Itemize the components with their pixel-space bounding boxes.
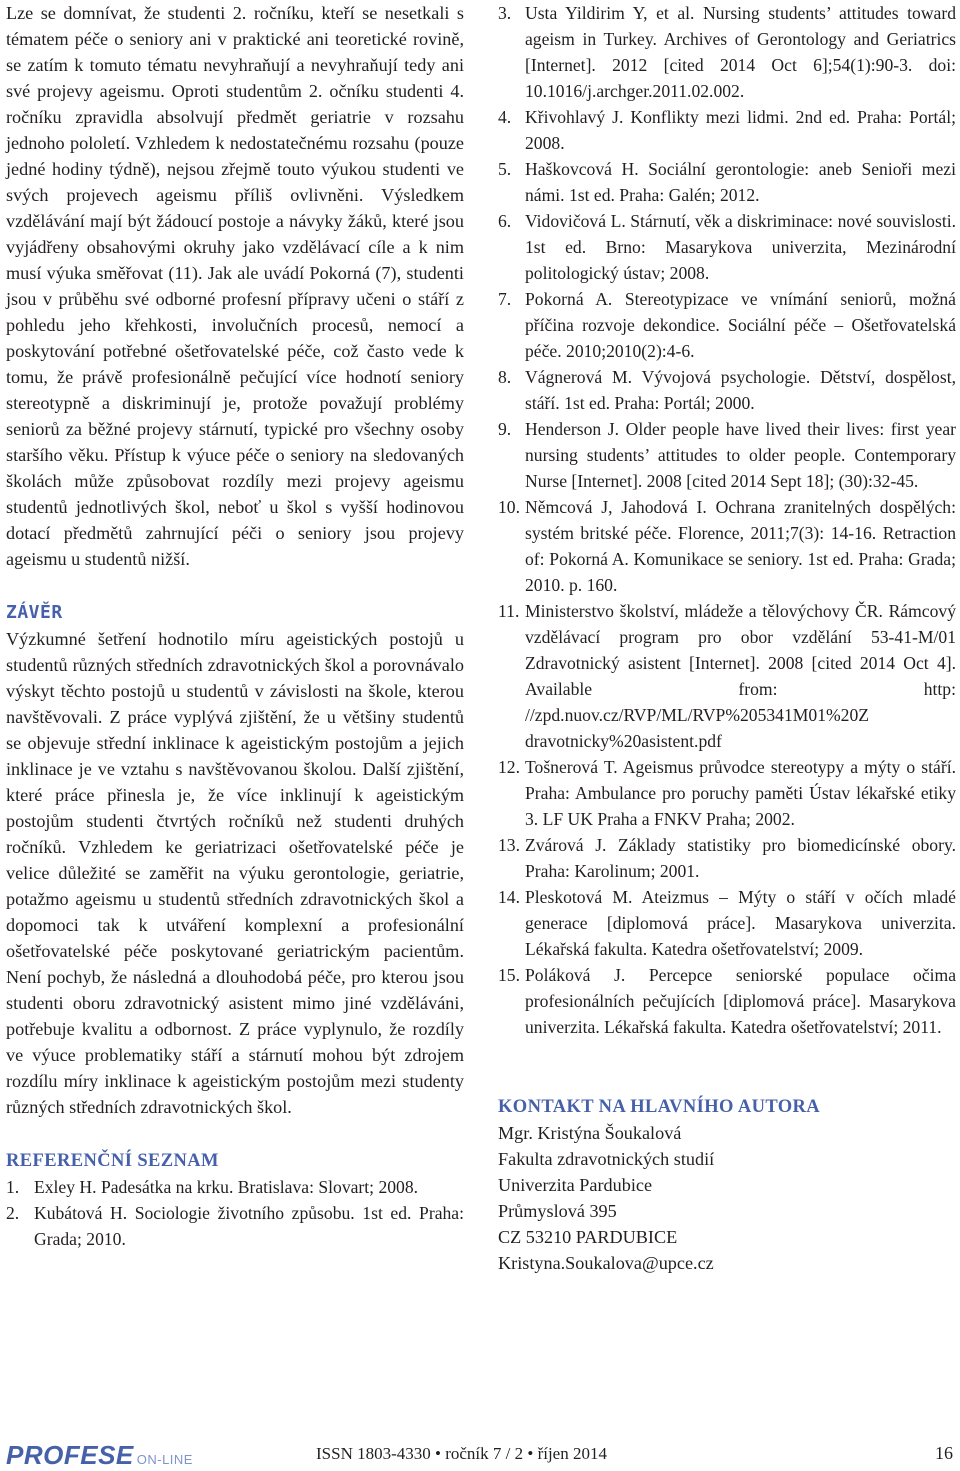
reference-text: Vágnerová M. Vývojová psychologie. Dětství, dospělost, stáří. 1st ed. Praha: Portál; 2000.: [525, 367, 956, 413]
conclusion-heading: ZÁVĚR: [6, 602, 63, 623]
left-column: [6, 0, 464, 1252]
reference-text: Zvárová J. Základy statistiky pro biomedicínské obory. Praha: Karolinum; 2001.: [525, 835, 956, 881]
contact-email: Kristyna.Soukalova@upce.cz: [498, 1253, 714, 1273]
page-footer: [0, 1430, 960, 1470]
reference-item: [498, 208, 956, 286]
reference-item: [498, 754, 956, 832]
references-heading: REFERENČNÍ SEZNAM: [6, 1151, 219, 1171]
reference-item: [6, 1200, 464, 1252]
reference-number: 10.: [498, 497, 520, 517]
reference-item: [498, 104, 956, 156]
right-column: [498, 0, 956, 1276]
reference-text: Haškovcová H. Sociální gerontologie: aneb Senioři mezi námi. 1st ed. Praha: Galén; 2012.: [525, 159, 956, 205]
reference-text: Křivohlavý J. Konflikty mezi lidmi. 2nd ed. Praha: Portál; 2008.: [525, 107, 956, 153]
contact-heading: KONTAKT NA HLAVNÍHO AUTORA: [498, 1097, 821, 1117]
reference-number: 14.: [498, 887, 520, 907]
reference-number: 5.: [498, 159, 512, 179]
contact-name: Mgr. Kristýna Šoukalová: [498, 1123, 682, 1143]
reference-item: [498, 416, 956, 494]
reference-item: [498, 962, 956, 1040]
reference-number: 2.: [6, 1203, 20, 1223]
reference-item: [498, 884, 956, 962]
reference-text: Usta Yildirim Y, et al. Nursing students’ attitudes toward ageism in Turkey. Archives of Gerontology and Geriatrics [Internet]. 2012 [cited 2014 Oct 6];54(1):90-3. doi: 10.1016/j.archger.2011.02.002.: [525, 3, 956, 101]
page-number: 16: [935, 1443, 953, 1463]
logo-sub-text: ON-LINE: [136, 1452, 193, 1467]
reference-text: Exley H. Padesátka na krku. Bratislava: Slovart; 2008.: [34, 1177, 419, 1197]
contact-university: Univerzita Pardubice: [498, 1175, 653, 1195]
reference-number: 13.: [498, 835, 520, 855]
reference-item: [498, 156, 956, 208]
reference-number: 3.: [498, 3, 512, 23]
discussion-paragraph: Lze se domnívat, že studenti 2. ročníku, kteří se nesetkali s tématem péče o seniory ani v praktické ani teoretické rovině, se zatím k tomuto tématu nevyhraňují a nevyhraňují tedy ani své projevy ageismu. Oproti studentům 2. očníku studenti 4. ročníku zpravidla absolvují předmět geriatrie v rozsahu jednoho pololetí. Vzhledem k nedostatečnému rozsahu (pouze jedné hodiny týdně), nejsou zřejmě touto výukou studenti ve svých projevech ageismu příliš ovlivněni. Výsledkem vzdělávání mají být žádoucí postoje a návyky žáků, které jsou vyjádřeny obsahovými okruhy jako vzdělávací cíle a k nim musí výuka směřovat (11). Jak ale uvádí Pokorná (7), studenti jsou v průběhu své odborné profesní přípravy učeni o stáří z pohledu jeho křehkosti, involučních procesů, nemocí a poskytování potřebné ošetřovatelské péče, což často vede k tomu, že právě profesionálně pečující více hodnotí seniory stereotypně a diskriminují je, protože považují problémy seniorů za běžné projevy stárnutí, typické pro všechny osoby staršího věku. Přístup k výuce péče o seniory na sledovaných školách může způsobovat rozdíly mezi projevy ageismu studentů jednotlivých škol, neboť u škol s vyšší hodinovou dotací předmětů zahrnující péči o seniory jsou projevy ageismu u studentů nižší.: [6, 3, 464, 569]
conclusion-paragraph: Výzkumné šetření hodnotilo míru ageistických postojů u studentů různých středních zdravotnických škol a porovnávalo výskyt těchto postojů u studentů v závislosti na škole, kterou navštěvovali. Z práce vyplývá zjištění, že u většiny studentů se objevuje střední inklinace k ageistickým postojům a jejich inklinace je ve vztahu s navštěvovanou školou. Další zjištění, které práce přinesla je, že více inklinují k ageistickým postojům studenti čtvrtých ročníků než studenti druhých ročníků. Vzhledem ke geriatrizaci ošetřovatelské péče je velice důležité se zaměřit na výuku gerontologie, geriatrie, potažmo ageismu u studentů středních zdravotnických škol a dopomoci tak k utváření komplexní a profesionální ošetřovatelské péče poskytované geriatrickým pacientům. Není pochyb, že následná a dlouhodobá péče, pro kterou jsou studenti oboru zdravotnický asistent mimo jiné vzděláváni, potřebuje kvalitu a odbornost. Z práce vyplynulo, že rozdíly ve výuce problematiky stáří a stárnutí mohou být zdrojem rozdílu míry inklinace k ageistickým postojům mezi studenty různých středních zdravotnických škol.: [6, 629, 464, 1117]
contact-street: Průmyslová 395: [498, 1201, 617, 1221]
reference-number: 8.: [498, 367, 512, 387]
reference-number: 7.: [498, 289, 512, 309]
reference-text: Pleskotová M. Ateizmus – Mýty o stáří v očích mladé generace [diplomová práce]. Masarykova univerzita. Lékařská fakulta. Katedra ošetřovatelství; 2009.: [525, 887, 956, 959]
reference-number: 15.: [498, 965, 520, 985]
reference-item: [498, 598, 956, 754]
reference-text: Poláková J. Percepce seniorské populace očima profesionálních pečujících [diplomová práce]. Masarykova univerzita. Lékařská fakulta. Katedra ošetřovatelství; 2011.: [525, 965, 956, 1037]
reference-text: Kubátová H. Sociologie životního způsobu. 1st ed. Praha: Grada; 2010.: [34, 1203, 464, 1249]
contact-block: [498, 1120, 956, 1276]
reference-list-left: [6, 1174, 464, 1252]
reference-item: [498, 832, 956, 884]
reference-item: [498, 364, 956, 416]
reference-number: 12.: [498, 757, 520, 777]
reference-number: 9.: [498, 419, 512, 439]
journal-logo: [6, 1440, 193, 1471]
reference-item: [498, 494, 956, 598]
reference-text: Němcová J, Jahodová I. Ochrana zranitelných dospělých: systém britské péče. Florence, 2011;7(3): 14-16. Retraction of: Pokorná A. Komunikace se seniory. 1st ed. Praha: Grada; 2010. p. 160.: [525, 497, 956, 595]
reference-text: Ministerstvo školství, mládeže a tělovýchovy ČR. Rámcový vzdělávací program pro obor vzdělání 53-41-M/01 Zdravotnický asistent [Internet]. 2008 [cited 2014 Oct 4]. Available from: http: //zpd.nuov.cz/RVP/ML/RVP%205341M01%20Z dravotnicky%20asistent.pdf: [525, 601, 956, 751]
reference-item: [6, 1174, 464, 1200]
contact-city: CZ 53210 PARDUBICE: [498, 1227, 678, 1247]
contact-faculty: Fakulta zdravotnických studií: [498, 1149, 715, 1169]
reference-item: [498, 286, 956, 364]
reference-text: Pokorná A. Stereotypizace ve vnímání seniorů, možná příčina rozvoje dekondice. Sociální péče – Ošetřovatelská péče. 2010;2010(2):4-6.: [525, 289, 956, 361]
reference-number: 11.: [498, 601, 520, 621]
reference-list-right: [498, 0, 956, 1040]
reference-text: Vidovičová L. Stárnutí, věk a diskriminace: nové souvislosti. 1st ed. Brno: Masarykova univerzita, Mezinárodní politologický ústav; 2008.: [525, 211, 956, 283]
reference-number: 6.: [498, 211, 512, 231]
reference-text: Henderson J. Older people have lived their lives: first year nursing students’ attitudes to older people. Contemporary Nurse [Internet]. 2008 [cited 2014 Sept 18]; (30):32-45.: [525, 419, 956, 491]
reference-text: Tošnerová T. Ageismus průvodce stereotypy a mýty o stáří. Praha: Ambulance pro poruchy paměti Ústav lékařské etiky 3. LF UK Praha a FNKV Praha; 2002.: [525, 757, 956, 829]
issn-line: ISSN 1803-4330 • ročník 7 / 2 • říjen 2014: [316, 1444, 607, 1463]
reference-number: 1.: [6, 1177, 20, 1197]
logo-main-text: PROFESE: [6, 1440, 134, 1470]
reference-item: [498, 0, 956, 104]
reference-number: 4.: [498, 107, 512, 127]
